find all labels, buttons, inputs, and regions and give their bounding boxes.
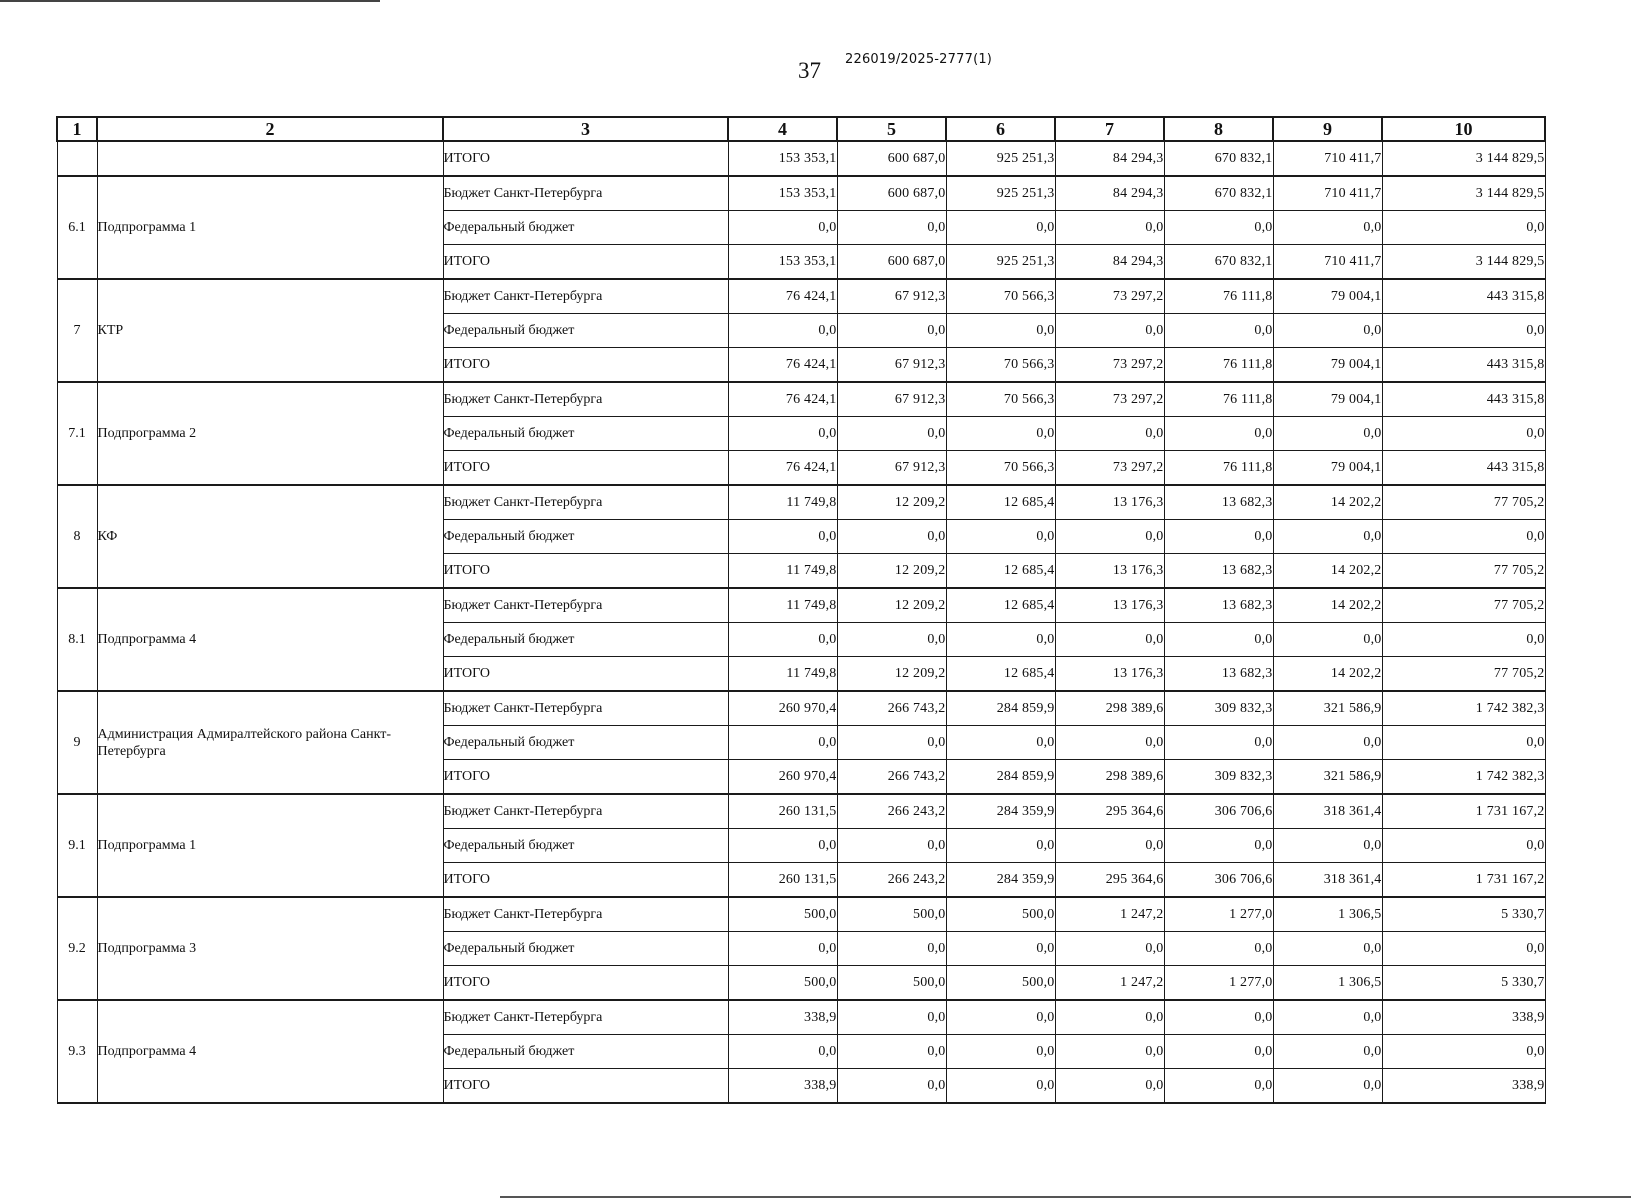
- funding-source: Федеральный бюджет: [443, 829, 728, 863]
- amount-cell: 0,0: [946, 932, 1055, 966]
- amount-cell: 0,0: [837, 829, 946, 863]
- item-number: 7.1: [57, 382, 97, 485]
- funding-source: ИТОГО: [443, 760, 728, 795]
- amount-cell: 12 209,2: [837, 588, 946, 623]
- amount-cell: 1 731 167,2: [1382, 794, 1545, 829]
- item-number: 9.3: [57, 1000, 97, 1103]
- amount-cell: 13 176,3: [1055, 485, 1164, 520]
- item-number: 8: [57, 485, 97, 588]
- amount-cell: 321 586,9: [1273, 760, 1382, 795]
- amount-cell: 0,0: [1382, 829, 1545, 863]
- funding-source: Бюджет Санкт-Петербурга: [443, 485, 728, 520]
- amount-cell: 0,0: [946, 314, 1055, 348]
- funding-source: ИТОГО: [443, 141, 728, 176]
- amount-cell: 153 353,1: [728, 245, 837, 280]
- amount-cell: 76 111,8: [1164, 451, 1273, 486]
- item-name: Подпрограмма 2: [97, 382, 443, 485]
- amount-cell: 260 131,5: [728, 794, 837, 829]
- amount-cell: 77 705,2: [1382, 485, 1545, 520]
- amount-cell: 309 832,3: [1164, 760, 1273, 795]
- amount-cell: 12 209,2: [837, 657, 946, 692]
- item-number: 9.1: [57, 794, 97, 897]
- amount-cell: 500,0: [837, 966, 946, 1001]
- amount-cell: 77 705,2: [1382, 588, 1545, 623]
- amount-cell: 0,0: [728, 726, 837, 760]
- amount-cell: 670 832,1: [1164, 176, 1273, 211]
- amount-cell: 79 004,1: [1273, 279, 1382, 314]
- funding-source: ИТОГО: [443, 348, 728, 383]
- item-number: [57, 141, 97, 176]
- funding-source: Бюджет Санкт-Петербурга: [443, 794, 728, 829]
- amount-cell: 12 685,4: [946, 657, 1055, 692]
- amount-cell: 14 202,2: [1273, 485, 1382, 520]
- item-name: Подпрограмма 4: [97, 588, 443, 691]
- amount-cell: 0,0: [946, 417, 1055, 451]
- item-number: 6.1: [57, 176, 97, 279]
- amount-cell: 0,0: [1055, 623, 1164, 657]
- amount-cell: 295 364,6: [1055, 863, 1164, 898]
- funding-source: Федеральный бюджет: [443, 417, 728, 451]
- amount-cell: 0,0: [1164, 520, 1273, 554]
- amount-cell: 0,0: [1164, 1035, 1273, 1069]
- funding-source: Федеральный бюджет: [443, 726, 728, 760]
- amount-cell: 0,0: [1164, 417, 1273, 451]
- amount-cell: 0,0: [1273, 520, 1382, 554]
- amount-cell: 0,0: [728, 417, 837, 451]
- amount-cell: 0,0: [1273, 726, 1382, 760]
- amount-cell: 443 315,8: [1382, 451, 1545, 486]
- column-header: 8: [1164, 117, 1273, 141]
- funding-source: Федеральный бюджет: [443, 520, 728, 554]
- amount-cell: 13 176,3: [1055, 657, 1164, 692]
- funding-source: Бюджет Санкт-Петербурга: [443, 279, 728, 314]
- amount-cell: 0,0: [1382, 726, 1545, 760]
- amount-cell: 84 294,3: [1055, 245, 1164, 280]
- amount-cell: 298 389,6: [1055, 691, 1164, 726]
- scan-edge-top: [0, 0, 380, 2]
- item-name: КФ: [97, 485, 443, 588]
- amount-cell: 76 424,1: [728, 279, 837, 314]
- amount-cell: 77 705,2: [1382, 554, 1545, 589]
- amount-cell: 338,9: [1382, 1000, 1545, 1035]
- amount-cell: 0,0: [1055, 726, 1164, 760]
- amount-cell: 600 687,0: [837, 141, 946, 176]
- amount-cell: 0,0: [1164, 1000, 1273, 1035]
- amount-cell: 1 277,0: [1164, 966, 1273, 1001]
- amount-cell: 0,0: [1273, 1035, 1382, 1069]
- amount-cell: 0,0: [1273, 314, 1382, 348]
- funding-source: Федеральный бюджет: [443, 211, 728, 245]
- amount-cell: 70 566,3: [946, 348, 1055, 383]
- amount-cell: 443 315,8: [1382, 279, 1545, 314]
- amount-cell: 600 687,0: [837, 176, 946, 211]
- amount-cell: 1 742 382,3: [1382, 760, 1545, 795]
- amount-cell: 1 306,5: [1273, 966, 1382, 1001]
- amount-cell: 338,9: [1382, 1069, 1545, 1104]
- amount-cell: 13 176,3: [1055, 554, 1164, 589]
- amount-cell: 500,0: [837, 897, 946, 932]
- funding-source: Бюджет Санкт-Петербурга: [443, 897, 728, 932]
- amount-cell: 14 202,2: [1273, 657, 1382, 692]
- amount-cell: 14 202,2: [1273, 588, 1382, 623]
- amount-cell: 0,0: [946, 829, 1055, 863]
- amount-cell: 338,9: [728, 1000, 837, 1035]
- amount-cell: 318 361,4: [1273, 863, 1382, 898]
- column-header: 4: [728, 117, 837, 141]
- amount-cell: 0,0: [1164, 932, 1273, 966]
- amount-cell: 0,0: [728, 314, 837, 348]
- table-row: [57, 691, 1545, 726]
- amount-cell: 12 209,2: [837, 554, 946, 589]
- amount-cell: 670 832,1: [1164, 141, 1273, 176]
- item-number: 8.1: [57, 588, 97, 691]
- amount-cell: 0,0: [1055, 314, 1164, 348]
- amount-cell: 0,0: [728, 1035, 837, 1069]
- amount-cell: 0,0: [1382, 417, 1545, 451]
- funding-source: ИТОГО: [443, 1069, 728, 1104]
- amount-cell: 67 912,3: [837, 451, 946, 486]
- amount-cell: 306 706,6: [1164, 863, 1273, 898]
- amount-cell: 0,0: [946, 623, 1055, 657]
- amount-cell: 0,0: [946, 1035, 1055, 1069]
- item-name: Подпрограмма 1: [97, 176, 443, 279]
- amount-cell: 0,0: [1273, 1000, 1382, 1035]
- amount-cell: 710 411,7: [1273, 245, 1382, 280]
- amount-cell: 79 004,1: [1273, 348, 1382, 383]
- amount-cell: 284 859,9: [946, 691, 1055, 726]
- table-row: [57, 382, 1545, 417]
- amount-cell: 70 566,3: [946, 279, 1055, 314]
- amount-cell: 3 144 829,5: [1382, 245, 1545, 280]
- amount-cell: 321 586,9: [1273, 691, 1382, 726]
- amount-cell: 12 209,2: [837, 485, 946, 520]
- amount-cell: 284 359,9: [946, 794, 1055, 829]
- amount-cell: 500,0: [728, 897, 837, 932]
- amount-cell: 0,0: [1382, 932, 1545, 966]
- amount-cell: 11 749,8: [728, 554, 837, 589]
- amount-cell: 0,0: [837, 1000, 946, 1035]
- amount-cell: 0,0: [728, 211, 837, 245]
- funding-source: Федеральный бюджет: [443, 623, 728, 657]
- amount-cell: 0,0: [837, 1035, 946, 1069]
- amount-cell: 0,0: [1164, 623, 1273, 657]
- page-number: 37: [798, 58, 821, 83]
- amount-cell: 298 389,6: [1055, 760, 1164, 795]
- column-header: 2: [97, 117, 443, 141]
- amount-cell: 153 353,1: [728, 141, 837, 176]
- amount-cell: 67 912,3: [837, 279, 946, 314]
- item-name: КТР: [97, 279, 443, 382]
- funding-source: ИТОГО: [443, 554, 728, 589]
- amount-cell: 70 566,3: [946, 382, 1055, 417]
- table-row: [57, 176, 1545, 211]
- amount-cell: 76 111,8: [1164, 279, 1273, 314]
- amount-cell: 0,0: [837, 726, 946, 760]
- amount-cell: 13 682,3: [1164, 485, 1273, 520]
- funding-source: Федеральный бюджет: [443, 314, 728, 348]
- amount-cell: 710 411,7: [1273, 141, 1382, 176]
- amount-cell: 0,0: [837, 520, 946, 554]
- amount-cell: 0,0: [1164, 1069, 1273, 1104]
- item-number: 7: [57, 279, 97, 382]
- column-header: 6: [946, 117, 1055, 141]
- amount-cell: 1 731 167,2: [1382, 863, 1545, 898]
- amount-cell: 11 749,8: [728, 657, 837, 692]
- amount-cell: 79 004,1: [1273, 382, 1382, 417]
- amount-cell: 76 111,8: [1164, 348, 1273, 383]
- funding-source: ИТОГО: [443, 245, 728, 280]
- funding-source: Федеральный бюджет: [443, 1035, 728, 1069]
- table-row: [57, 1000, 1545, 1035]
- amount-cell: 500,0: [946, 897, 1055, 932]
- amount-cell: 5 330,7: [1382, 966, 1545, 1001]
- amount-cell: 306 706,6: [1164, 794, 1273, 829]
- amount-cell: 0,0: [1382, 314, 1545, 348]
- amount-cell: 0,0: [837, 932, 946, 966]
- column-header: 10: [1382, 117, 1545, 141]
- scan-edge-bottom: [500, 1196, 1631, 1198]
- amount-cell: 670 832,1: [1164, 245, 1273, 280]
- amount-cell: 11 749,8: [728, 588, 837, 623]
- amount-cell: 0,0: [1273, 1069, 1382, 1104]
- amount-cell: 1 742 382,3: [1382, 691, 1545, 726]
- amount-cell: 73 297,2: [1055, 279, 1164, 314]
- amount-cell: 925 251,3: [946, 176, 1055, 211]
- column-header: 7: [1055, 117, 1164, 141]
- item-name: [97, 141, 443, 176]
- amount-cell: 0,0: [1273, 829, 1382, 863]
- amount-cell: 0,0: [837, 314, 946, 348]
- funding-source: ИТОГО: [443, 451, 728, 486]
- amount-cell: 67 912,3: [837, 382, 946, 417]
- amount-cell: 0,0: [1273, 417, 1382, 451]
- column-header: 5: [837, 117, 946, 141]
- amount-cell: 0,0: [1164, 314, 1273, 348]
- amount-cell: 73 297,2: [1055, 382, 1164, 417]
- amount-cell: 0,0: [946, 520, 1055, 554]
- amount-cell: 76 111,8: [1164, 382, 1273, 417]
- amount-cell: 0,0: [1055, 417, 1164, 451]
- amount-cell: 13 682,3: [1164, 554, 1273, 589]
- item-number: 9: [57, 691, 97, 794]
- amount-cell: 500,0: [946, 966, 1055, 1001]
- amount-cell: 3 144 829,5: [1382, 141, 1545, 176]
- amount-cell: 284 359,9: [946, 863, 1055, 898]
- amount-cell: 295 364,6: [1055, 794, 1164, 829]
- amount-cell: 14 202,2: [1273, 554, 1382, 589]
- amount-cell: 12 685,4: [946, 554, 1055, 589]
- amount-cell: 0,0: [728, 623, 837, 657]
- amount-cell: 0,0: [1382, 211, 1545, 245]
- column-header: 1: [57, 117, 97, 141]
- amount-cell: 260 131,5: [728, 863, 837, 898]
- amount-cell: 76 424,1: [728, 382, 837, 417]
- budget-table: [56, 116, 1546, 1104]
- amount-cell: 0,0: [1055, 1000, 1164, 1035]
- amount-cell: 0,0: [1273, 623, 1382, 657]
- amount-cell: 0,0: [837, 417, 946, 451]
- amount-cell: 0,0: [1055, 520, 1164, 554]
- amount-cell: 0,0: [1055, 829, 1164, 863]
- amount-cell: 0,0: [1164, 829, 1273, 863]
- funding-source: Бюджет Санкт-Петербурга: [443, 382, 728, 417]
- amount-cell: 443 315,8: [1382, 382, 1545, 417]
- amount-cell: 1 277,0: [1164, 897, 1273, 932]
- amount-cell: 13 176,3: [1055, 588, 1164, 623]
- amount-cell: 925 251,3: [946, 141, 1055, 176]
- amount-cell: 73 297,2: [1055, 348, 1164, 383]
- amount-cell: 77 705,2: [1382, 657, 1545, 692]
- amount-cell: 266 743,2: [837, 691, 946, 726]
- amount-cell: 0,0: [837, 211, 946, 245]
- funding-source: ИТОГО: [443, 657, 728, 692]
- header-row: [57, 117, 1545, 141]
- table-row: [57, 141, 1545, 176]
- item-name: Подпрограмма 1: [97, 794, 443, 897]
- amount-cell: 0,0: [946, 211, 1055, 245]
- table-row: [57, 897, 1545, 932]
- table-row: [57, 279, 1545, 314]
- amount-cell: 153 353,1: [728, 176, 837, 211]
- funding-source: Бюджет Санкт-Петербурга: [443, 588, 728, 623]
- amount-cell: 0,0: [728, 520, 837, 554]
- amount-cell: 0,0: [1273, 211, 1382, 245]
- table-row: [57, 588, 1545, 623]
- amount-cell: 1 247,2: [1055, 897, 1164, 932]
- amount-cell: 13 682,3: [1164, 588, 1273, 623]
- amount-cell: 0,0: [1273, 932, 1382, 966]
- amount-cell: 710 411,7: [1273, 176, 1382, 211]
- funding-source: Федеральный бюджет: [443, 932, 728, 966]
- amount-cell: 84 294,3: [1055, 141, 1164, 176]
- amount-cell: 600 687,0: [837, 245, 946, 280]
- amount-cell: 0,0: [1382, 623, 1545, 657]
- table-row: [57, 485, 1545, 520]
- amount-cell: 500,0: [728, 966, 837, 1001]
- amount-cell: 0,0: [946, 1069, 1055, 1104]
- amount-cell: 67 912,3: [837, 348, 946, 383]
- amount-cell: 284 859,9: [946, 760, 1055, 795]
- amount-cell: 0,0: [1055, 211, 1164, 245]
- amount-cell: 0,0: [728, 932, 837, 966]
- funding-source: Бюджет Санкт-Петербурга: [443, 1000, 728, 1035]
- amount-cell: 443 315,8: [1382, 348, 1545, 383]
- amount-cell: 0,0: [1055, 1035, 1164, 1069]
- amount-cell: 0,0: [946, 1000, 1055, 1035]
- amount-cell: 0,0: [837, 1069, 946, 1104]
- amount-cell: 925 251,3: [946, 245, 1055, 280]
- item-name: Администрация Адмиралтейского района Санкт-Петербурга: [97, 691, 443, 794]
- amount-cell: 260 970,4: [728, 691, 837, 726]
- amount-cell: 73 297,2: [1055, 451, 1164, 486]
- amount-cell: 0,0: [837, 623, 946, 657]
- amount-cell: 338,9: [728, 1069, 837, 1104]
- item-number: 9.2: [57, 897, 97, 1000]
- item-name: Подпрограмма 3: [97, 897, 443, 1000]
- amount-cell: 0,0: [946, 726, 1055, 760]
- amount-cell: 0,0: [728, 829, 837, 863]
- table-row: [57, 794, 1545, 829]
- amount-cell: 84 294,3: [1055, 176, 1164, 211]
- amount-cell: 260 970,4: [728, 760, 837, 795]
- amount-cell: 266 243,2: [837, 794, 946, 829]
- amount-cell: 0,0: [1382, 520, 1545, 554]
- amount-cell: 5 330,7: [1382, 897, 1545, 932]
- amount-cell: 266 743,2: [837, 760, 946, 795]
- amount-cell: 13 682,3: [1164, 657, 1273, 692]
- item-name: Подпрограмма 4: [97, 1000, 443, 1103]
- amount-cell: 0,0: [1164, 726, 1273, 760]
- amount-cell: 0,0: [1055, 1069, 1164, 1104]
- funding-source: Бюджет Санкт-Петербурга: [443, 691, 728, 726]
- funding-source: Бюджет Санкт-Петербурга: [443, 176, 728, 211]
- amount-cell: 1 247,2: [1055, 966, 1164, 1001]
- amount-cell: 0,0: [1164, 211, 1273, 245]
- amount-cell: 70 566,3: [946, 451, 1055, 486]
- amount-cell: 12 685,4: [946, 588, 1055, 623]
- amount-cell: 266 243,2: [837, 863, 946, 898]
- amount-cell: 76 424,1: [728, 451, 837, 486]
- funding-source: ИТОГО: [443, 966, 728, 1001]
- amount-cell: 76 424,1: [728, 348, 837, 383]
- amount-cell: 0,0: [1382, 1035, 1545, 1069]
- document-id: 226019/2025-2777(1): [845, 52, 993, 67]
- amount-cell: 12 685,4: [946, 485, 1055, 520]
- amount-cell: 79 004,1: [1273, 451, 1382, 486]
- funding-source: ИТОГО: [443, 863, 728, 898]
- column-header: 9: [1273, 117, 1382, 141]
- amount-cell: 0,0: [1055, 932, 1164, 966]
- amount-cell: 3 144 829,5: [1382, 176, 1545, 211]
- amount-cell: 318 361,4: [1273, 794, 1382, 829]
- amount-cell: 11 749,8: [728, 485, 837, 520]
- amount-cell: 1 306,5: [1273, 897, 1382, 932]
- column-header: 3: [443, 117, 728, 141]
- amount-cell: 309 832,3: [1164, 691, 1273, 726]
